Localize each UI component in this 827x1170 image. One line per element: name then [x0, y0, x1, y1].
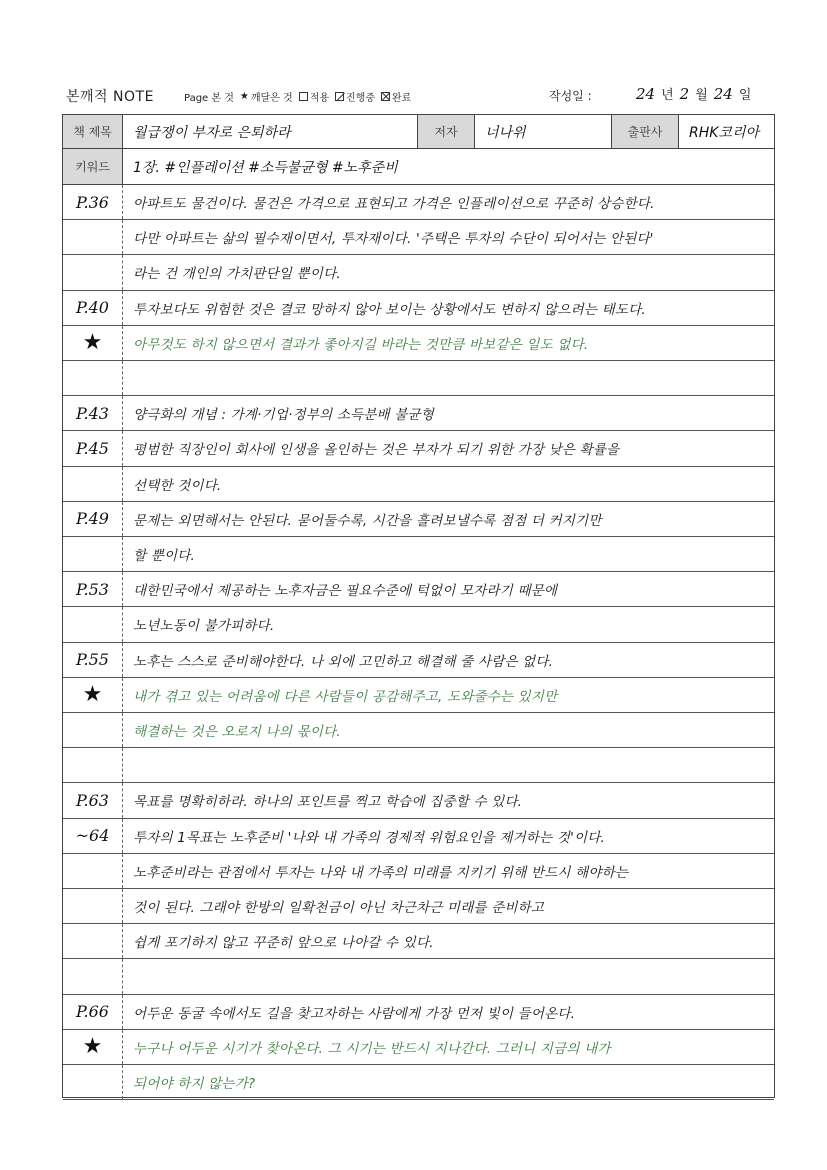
- note-row: [63, 361, 774, 396]
- page-number: P.45: [63, 431, 123, 465]
- note-text: 투자보다도 위험한 것은 결코 망하지 않아 보이는 상황에서도 변하지 않으려는 태도다.: [133, 301, 646, 318]
- note-row: [63, 572, 774, 607]
- note-row: [63, 819, 774, 854]
- note-row: [63, 607, 774, 642]
- title-label: 책 제목: [63, 115, 123, 148]
- title-value: 월급쟁이 부자로 은퇴하라: [133, 124, 291, 141]
- legend-done: [381, 89, 411, 104]
- keyword-row: [63, 149, 774, 185]
- page-number: [63, 537, 123, 571]
- note-text: 것이 된다. 그래야 한방의 일확천금이 아닌 차근차근 미래를 준비하고: [133, 900, 545, 917]
- star-mark: ★: [82, 330, 103, 356]
- note-text: 할 뿐이다.: [133, 548, 195, 565]
- date-day: 24: [713, 85, 733, 103]
- note-row: [63, 783, 774, 818]
- page-number: [63, 959, 123, 993]
- note-sheet: [62, 114, 775, 1098]
- note-row: [63, 326, 774, 361]
- page-number: [63, 607, 123, 641]
- author-value: 너나위: [485, 124, 526, 141]
- date-label: 작성일 :: [549, 89, 592, 103]
- page-number: P.43: [63, 396, 123, 430]
- insight-text: 아무것도 하지 않으면서 결과가 좋아지길 바라는 것만큼 바보같은 일도 없다.: [133, 336, 589, 353]
- legend: [184, 89, 411, 104]
- note-row: [63, 854, 774, 889]
- note-row: [63, 643, 774, 678]
- note-text: 다만 아파트는 삶의 필수재이면서, 투자재이다. '주택은 투자의 수단이 되어서는 안된다': [133, 231, 654, 248]
- page-number: P.49: [63, 502, 123, 536]
- keyword-value: 1장. #인플레이션 #소득불균형 #노후준비: [133, 159, 398, 176]
- note-text: 평범한 직장인이 회사에 인생을 올인하는 것은 부자가 되기 위한 가장 낮은 확률을: [133, 442, 620, 459]
- date-month-unit: 월: [695, 88, 708, 103]
- page-number: [63, 924, 123, 958]
- page-number: ~64: [63, 819, 123, 853]
- page-number: [63, 1065, 123, 1099]
- star-icon: ★: [239, 91, 249, 102]
- note-text: 선택한 것이다.: [133, 477, 222, 494]
- insight-text: 내가 겪고 있는 어려움에 다른 사람들이 공감해주고, 도와줄수는 있지만: [133, 688, 558, 705]
- page-number: P.55: [63, 643, 123, 677]
- note-text: 아파트도 물건이다. 물건은 가격으로 표현되고 가격은 인플레이션으로 꾸준히 상승한다.: [133, 196, 655, 213]
- page-number: [63, 361, 123, 395]
- legend-apply: [299, 89, 329, 104]
- note-row: [63, 713, 774, 748]
- note-text: 노년노동이 불가피하다.: [133, 618, 275, 635]
- note-text: 문제는 외면해서는 안된다. 묻어둘수록, 시간을 흘려보낼수록 점점 더 커지기만: [133, 512, 602, 529]
- note-text: [133, 361, 770, 395]
- note-text: 목표를 명확히하라. 하나의 포인트를 찍고 학습에 집중할 수 있다.: [133, 794, 523, 811]
- empty-checkbox-icon: [299, 92, 308, 101]
- author-label: 저자: [417, 115, 475, 148]
- legend-done-label: 완료: [392, 93, 412, 104]
- note-text: [133, 959, 770, 993]
- page-number: [63, 467, 123, 501]
- date-year: 24: [636, 85, 656, 103]
- note-row: [63, 291, 774, 326]
- note-text: 투자의 1목표는 노후준비 '나와 내 가족의 경제적 위험요인을 제거하는 것'이다.: [133, 829, 605, 846]
- legend-star: [240, 89, 293, 104]
- note-row: [63, 889, 774, 924]
- date-year-unit: 년: [661, 88, 674, 103]
- note-row: [63, 185, 774, 220]
- note-text: 노후는 스스로 준비해야한다. 나 외에 고민하고 해결해 줄 사람은 없다.: [133, 653, 554, 670]
- note-row: [63, 220, 774, 255]
- page-number: [63, 255, 123, 289]
- page-number: [63, 889, 123, 923]
- page-number: [63, 713, 123, 747]
- insight-text: 해결하는 것은 오로지 나의 몫이다.: [133, 724, 341, 741]
- date-day-unit: 일: [738, 88, 752, 103]
- legend-page-label: Page 본 것: [184, 93, 234, 104]
- page-number: P.40: [63, 291, 123, 325]
- page-number: [63, 854, 123, 888]
- note-row: [63, 1030, 774, 1065]
- star-icon: [63, 678, 123, 712]
- note-text: 라는 건 개인의 가치판단일 뿐이다.: [133, 266, 341, 283]
- book-info-row: [63, 115, 774, 149]
- legend-page: [184, 89, 234, 104]
- note-row: [63, 959, 774, 994]
- note-text: 노후준비라는 관점에서 투자는 나와 내 가족의 미래를 지키기 위해 반드시 해야하는: [133, 864, 629, 881]
- publisher-value: RHK코리아: [689, 124, 760, 141]
- insight-text: 누구나 어두운 시기가 찾아온다. 그 시기는 반드시 지나간다. 그러니 지금의 내가: [133, 1040, 611, 1057]
- note-text: [133, 748, 770, 782]
- publisher-label: 출판사: [611, 115, 679, 148]
- note-row: [63, 537, 774, 572]
- note-row: [63, 396, 774, 431]
- keyword-label: 키워드: [63, 149, 123, 184]
- page-number: P.63: [63, 783, 123, 817]
- note-row: [63, 995, 774, 1030]
- note-row: [63, 678, 774, 713]
- page-number: [63, 748, 123, 782]
- legend-star-label: 깨달은 것: [250, 93, 293, 104]
- note-row: [63, 748, 774, 783]
- note-text: 양극화의 개념 : 가계·기업·정부의 소득분배 불균형: [133, 407, 435, 424]
- note-row: [63, 255, 774, 290]
- date-month: 2: [679, 85, 690, 103]
- star-icon: [63, 1030, 123, 1064]
- date-value: [636, 84, 751, 103]
- page-number: P.36: [63, 185, 123, 219]
- star-mark: ★: [82, 1034, 103, 1060]
- slash-checkbox-icon: [335, 92, 344, 101]
- note-title: 본깨적 NOTE: [66, 89, 154, 105]
- note-row: [63, 924, 774, 959]
- note-text: 대한민국에서 제공하는 노후자금은 필요수준에 턱없이 모자라기 때문에: [133, 583, 558, 600]
- note-row: [63, 1065, 774, 1100]
- legend-progress: [335, 89, 375, 104]
- note-header: [66, 86, 776, 110]
- star-mark: ★: [82, 682, 103, 708]
- page-number: P.66: [63, 995, 123, 1029]
- legend-apply-label: 적용: [309, 93, 330, 104]
- page-number: P.53: [63, 572, 123, 606]
- note-text: 어두운 동굴 속에서도 길을 찾고자하는 사람에게 가장 먼저 빛이 들어온다.: [133, 1005, 576, 1022]
- note-row: [63, 502, 774, 537]
- note-row: [63, 431, 774, 466]
- note-row: [63, 467, 774, 502]
- page-number: [63, 220, 123, 254]
- insight-text: 되어야 하지 않는가?: [133, 1076, 256, 1093]
- star-icon: [63, 326, 123, 360]
- note-text: 쉽게 포기하지 않고 꾸준히 앞으로 나아갈 수 있다.: [133, 935, 434, 952]
- x-checkbox-icon: [381, 92, 390, 101]
- legend-progress-label: 진행중: [346, 93, 375, 104]
